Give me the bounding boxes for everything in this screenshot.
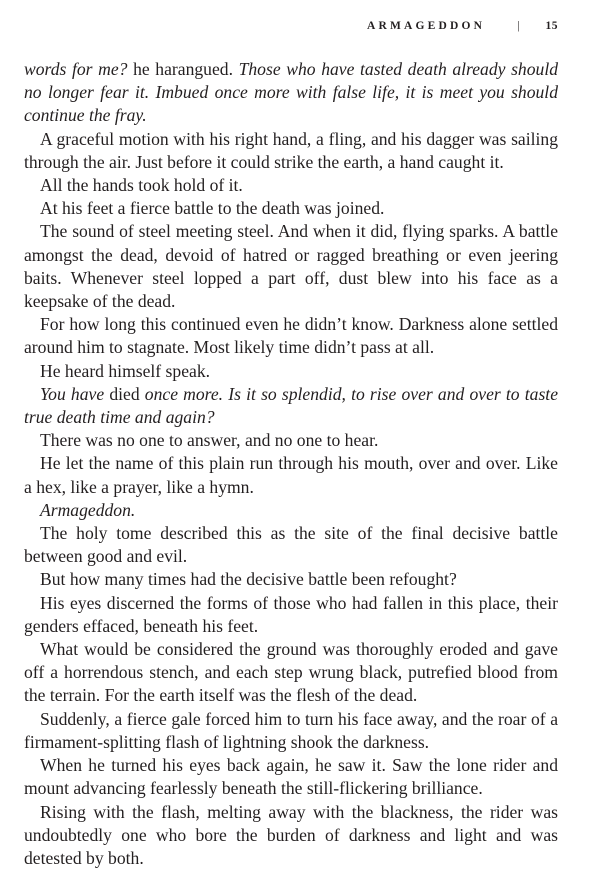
paragraph xyxy=(24,313,558,359)
text-span: But how many times had the decisive battle been refought? xyxy=(40,569,457,590)
paragraph xyxy=(24,592,558,638)
italic-text: words for me? xyxy=(24,59,128,79)
paragraph xyxy=(24,708,558,754)
paragraph xyxy=(24,197,558,220)
paragraph xyxy=(24,522,558,568)
text-span: When he turned his eyes back again, he saw it. Saw the lone rider and mount advancing fearlessly beneath the still-flickering brilliance. xyxy=(24,755,558,799)
paragraph xyxy=(24,499,558,522)
header-separator: | xyxy=(517,20,520,32)
paragraph xyxy=(24,638,558,708)
paragraph xyxy=(24,754,558,800)
paragraph xyxy=(24,128,558,174)
body-text xyxy=(24,58,558,870)
paragraph xyxy=(24,568,558,591)
text-span: For how long this continued even he didn’t know. Darkness alone settled around him to stagnate. Most likely time didn’t pass at all. xyxy=(24,314,558,358)
text-span: The sound of steel meeting steel. And when it did, flying sparks. A battle amongst the dead, devoid of hatred or ragged breathing or even jeering baits. Whenever steel lopped a part off, dust blew into his face as a keepsake of the dead. xyxy=(24,221,558,312)
text-span: There was no one to answer, and no one to hear. xyxy=(40,430,379,451)
paragraph xyxy=(24,429,558,452)
text-span: What would be considered the ground was thoroughly eroded and gave off a horrendous stench, and each step wrung black, putrefied blood from the terrain. For the earth itself was the flesh of the dead. xyxy=(24,639,558,706)
paragraph xyxy=(24,58,558,128)
paragraph xyxy=(24,383,558,429)
text-span: The holy tome described this as the site of the final decisive battle between good and evil. xyxy=(24,523,558,567)
paragraph xyxy=(24,360,558,383)
text-span: All the hands took hold of it. xyxy=(40,175,243,196)
text-span: Suddenly, a fierce gale forced him to turn his face away, and the roar of a firmament-splitting flash of lightning shook the darkness. xyxy=(24,708,558,752)
running-title: ARMAGEDDON xyxy=(366,20,486,32)
text-span: His eyes discerned the forms of those who had fallen in this place, their genders effaced, beneath his feet. xyxy=(24,592,558,636)
text-span: died xyxy=(104,383,145,404)
text-span: Rising with the flash, melting away with the blackness, the rider was undoubtedly one who bore the burden of darkness and light and was detested by both. xyxy=(24,801,558,868)
italic-text: once more. Is it so splendid, to rise over and over to taste true death time and again? xyxy=(24,383,559,428)
text-span: At his feet a fierce battle to the death was joined. xyxy=(40,198,385,219)
italic-text: You have xyxy=(40,383,105,404)
text-span: A graceful motion with his right hand, a fling, and his dagger was sailing through the air. Just before it could strike the earth, a hand caught it. xyxy=(24,128,558,172)
paragraph xyxy=(24,801,558,871)
text-span: he harangued. xyxy=(127,59,239,79)
paragraph xyxy=(24,174,558,197)
running-head xyxy=(367,20,558,32)
italic-text: Armageddon. xyxy=(40,499,136,520)
text-span: He heard himself speak. xyxy=(40,360,211,381)
page-number: 15 xyxy=(545,20,558,32)
text-span: He let the name of this plain run through his mouth, over and over. Like a hex, like a prayer, like a hymn. xyxy=(24,453,558,497)
italic-text: Those who have tasted death already should no longer fear it. Imbued once more with false life, it is meet you should continue the fray. xyxy=(24,59,558,126)
paragraph xyxy=(24,220,558,313)
paragraph xyxy=(24,452,558,498)
